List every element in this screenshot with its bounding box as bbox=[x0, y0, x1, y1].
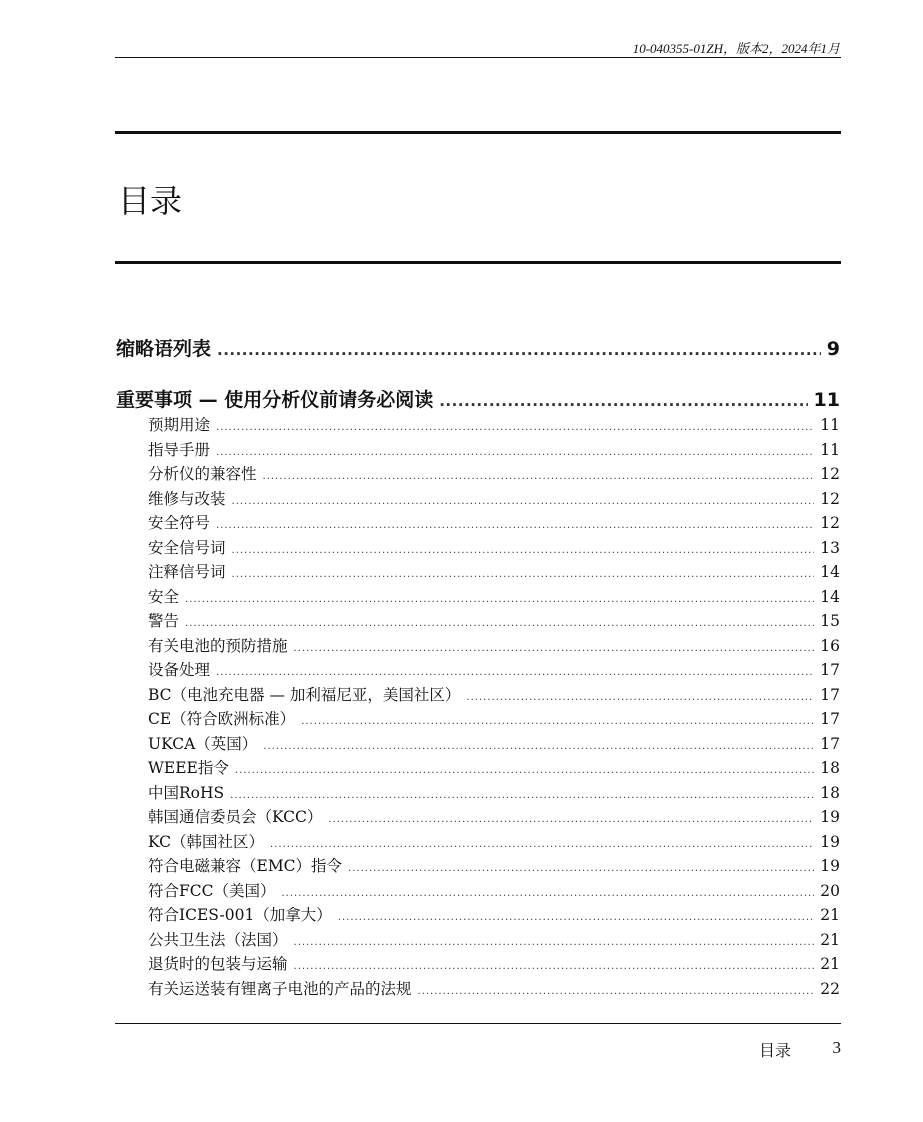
toc-section-page: 21 bbox=[820, 930, 840, 949]
page-title: 目录 bbox=[118, 182, 183, 220]
toc-section-title: 有关电池的预防措施 bbox=[148, 636, 288, 655]
toc-section-title: 警告 bbox=[148, 612, 180, 630]
header-rule bbox=[115, 57, 841, 58]
toc-leader-dots bbox=[235, 761, 814, 777]
toc-section-page: 22 bbox=[820, 979, 840, 998]
toc-section-page: 19 bbox=[820, 857, 840, 875]
toc-section-entry[interactable] bbox=[148, 881, 840, 900]
toc-leader-dots bbox=[294, 639, 815, 655]
toc-leader-dots bbox=[294, 957, 815, 973]
toc-leader-dots bbox=[263, 467, 815, 483]
toc-leader-dots bbox=[232, 541, 815, 557]
toc-leader-dots bbox=[270, 835, 814, 851]
toc-section-entry[interactable] bbox=[148, 467, 840, 483]
toc-section-entry[interactable] bbox=[148, 614, 840, 630]
toc-section-title: 指导手册 bbox=[148, 440, 211, 459]
toc-section-entry[interactable] bbox=[148, 979, 840, 998]
toc-section-page: 14 bbox=[820, 563, 840, 581]
toc-section-page: 20 bbox=[820, 881, 840, 900]
toc-leader-dots bbox=[216, 663, 814, 679]
toc-section-title: 有关运送装有锂离子电池的产品的法规 bbox=[148, 979, 412, 998]
toc-section-page: 17 bbox=[820, 685, 840, 704]
toc-section-entry[interactable] bbox=[148, 712, 840, 728]
toc-chapter-page: 11 bbox=[813, 389, 840, 411]
toc-leader-dots bbox=[185, 590, 814, 606]
toc-leader-dots bbox=[216, 516, 814, 532]
toc-leader-dots bbox=[232, 492, 815, 508]
toc-section-page: 15 bbox=[820, 612, 840, 630]
toc-section-page: 21 bbox=[820, 955, 840, 973]
toc-leader-dots bbox=[281, 884, 814, 900]
toc-section-title: 符合电磁兼容（EMC）指令 bbox=[148, 857, 343, 875]
footer-page-number: 3 bbox=[832, 1038, 841, 1057]
toc-section-page: 17 bbox=[820, 661, 840, 679]
toc-leader-dots bbox=[301, 712, 814, 728]
toc-section-page: 12 bbox=[820, 514, 840, 532]
toc-section-title: KC（韩国社区） bbox=[148, 832, 265, 851]
toc-leader-dots bbox=[216, 418, 814, 434]
toc-section-page: 17 bbox=[820, 734, 840, 753]
toc-section-title: 中国RoHS bbox=[148, 783, 225, 802]
toc-section-title: 韩国通信委员会（KCC） bbox=[148, 808, 323, 826]
toc-section-page: 21 bbox=[820, 906, 840, 924]
toc-section-entry[interactable] bbox=[148, 859, 840, 875]
toc-section-entry[interactable] bbox=[148, 440, 840, 459]
toc-section-entry[interactable] bbox=[148, 418, 840, 434]
toc-section-page: 19 bbox=[820, 808, 840, 826]
toc-section-title: CE（符合欧洲标准） bbox=[148, 710, 296, 728]
toc-section-page: 12 bbox=[820, 465, 840, 483]
footer-rule bbox=[115, 1023, 841, 1024]
toc-leader-dots bbox=[338, 908, 814, 924]
footer-section-name: 目录 bbox=[758, 1041, 791, 1060]
toc-chapter-title: 重要事项 — 使用分析仪前请务必阅读 bbox=[116, 389, 434, 411]
toc-section-entry[interactable] bbox=[148, 565, 840, 581]
toc-section-page: 11 bbox=[820, 440, 840, 459]
toc-leader-dots bbox=[230, 786, 814, 802]
toc-leader-dots bbox=[263, 737, 814, 753]
toc-leader-dots bbox=[328, 810, 814, 826]
toc-section-page: 18 bbox=[820, 759, 840, 777]
toc-section-entry[interactable] bbox=[148, 957, 840, 973]
toc-chapter-title: 缩略语列表 bbox=[116, 338, 212, 360]
toc-section-title: 符合FCC（美国） bbox=[148, 881, 276, 900]
toc-leader-dots bbox=[439, 391, 807, 410]
toc-leader-dots bbox=[185, 614, 814, 630]
toc-section-entry[interactable] bbox=[148, 685, 840, 704]
toc-section-page: 11 bbox=[820, 416, 840, 434]
toc-section-page: 18 bbox=[820, 783, 840, 802]
toc-section-entry[interactable] bbox=[148, 538, 840, 557]
toc-section-entry[interactable] bbox=[148, 908, 840, 924]
toc-section-entry[interactable] bbox=[148, 489, 840, 508]
toc-leader-dots bbox=[216, 443, 814, 459]
toc-section-entry[interactable] bbox=[148, 516, 840, 532]
toc-section-entry[interactable] bbox=[148, 636, 840, 655]
toc-chapter-page: 9 bbox=[826, 338, 840, 360]
toc-section-entry[interactable] bbox=[148, 761, 840, 777]
toc-section-title: 预期用途 bbox=[148, 416, 211, 434]
toc-leader-dots bbox=[466, 688, 814, 704]
toc-section-page: 12 bbox=[820, 489, 840, 508]
toc-section-title: 符合ICES-001（加拿大） bbox=[148, 906, 332, 924]
toc-leader-dots bbox=[232, 565, 815, 581]
toc-section-page: 17 bbox=[820, 710, 840, 728]
toc-section-entry[interactable] bbox=[148, 810, 840, 826]
toc-leader-dots bbox=[418, 982, 815, 998]
toc-section-page: 13 bbox=[820, 538, 840, 557]
toc-section-title: BC（电池充电器 — 加利福尼亚，美国社区） bbox=[148, 685, 461, 704]
toc-section-entry[interactable] bbox=[148, 663, 840, 679]
toc-section-title: 安全 bbox=[148, 587, 180, 606]
toc-section-title: 退货时的包装与运输 bbox=[148, 955, 288, 973]
toc-section-entry[interactable] bbox=[148, 930, 840, 949]
title-rule-bottom bbox=[115, 261, 841, 264]
toc-section-page: 19 bbox=[820, 832, 840, 851]
toc-section-title: UKCA（英国） bbox=[148, 734, 258, 753]
toc-section-title: 公共卫生法（法国） bbox=[148, 930, 288, 949]
toc-section-title: 维修与改装 bbox=[148, 489, 226, 508]
toc-leader-dots bbox=[348, 859, 814, 875]
title-rule-top bbox=[115, 131, 841, 134]
toc-section-entry[interactable] bbox=[148, 783, 840, 802]
toc-chapter-entry[interactable] bbox=[116, 340, 840, 359]
toc-section-entry[interactable] bbox=[148, 587, 840, 606]
toc-section-page: 16 bbox=[820, 636, 840, 655]
document-id: 10-040355-01ZH，版本2，2024年1月 bbox=[632, 41, 840, 56]
toc-leader-dots bbox=[294, 933, 815, 949]
toc-section-title: 分析仪的兼容性 bbox=[148, 465, 257, 483]
toc-section-page: 14 bbox=[820, 587, 840, 606]
toc-section-title: 设备处理 bbox=[148, 661, 211, 679]
toc-section-entry[interactable] bbox=[148, 832, 840, 851]
toc-section-title: 安全符号 bbox=[148, 514, 211, 532]
toc-section-title: WEEE指令 bbox=[148, 759, 229, 777]
toc-leader-dots bbox=[217, 340, 821, 359]
toc-chapter-entry[interactable] bbox=[116, 391, 840, 410]
toc-section-entry[interactable] bbox=[148, 734, 840, 753]
toc-section-title: 注释信号词 bbox=[148, 563, 226, 581]
toc-section-title: 安全信号词 bbox=[148, 538, 226, 557]
